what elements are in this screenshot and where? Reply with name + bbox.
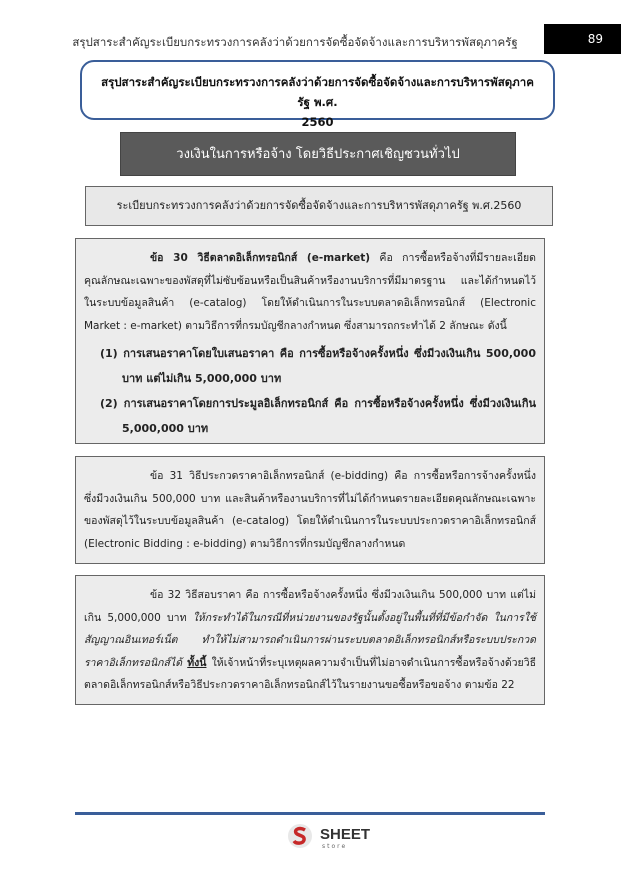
section-32-box [75,575,545,705]
section-32-italic: ให้กระทำได้ในกรณีที่หน่วยงานของรัฐนั้นตั้งอยู่ในพื้นที่ที่มีข้อกำจัด ในการใช้สัญญาณอินเทอร์เน็ต ทำให้ไม่สามารถดำเนินการผ่านระบบตลาดอิเล็กทรอนิกส์หรือระบบประกวดราคาอิเล็กทรอนิกส์ได้ [84,611,536,669]
section-31-box [75,456,545,564]
section-30-item-1: (1) การเสนอราคาโดยใบเสนอราคา คือ การซื้อหรือจ้างครั้งหนึ่ง ซึ่งมีวงเงินเกิน 500,000 บาท แต่ไม่เกิน 5,000,000 บาท [100,347,536,385]
footer-divider [75,812,545,815]
document-title-box [80,60,555,129]
logo-text: SHEET [320,826,371,843]
section-30-paragraph [84,247,536,337]
document-title-line1: สรุปสาระสำคัญระเบียบกระทรวงการคลังว่าด้วยการจัดซื้อจัดจ้างและการบริหารพัสดุภาครัฐ พ.ศ. [101,75,534,109]
section-32-paragraph [84,584,536,697]
section-32-part2: ให้เจ้าหน้าที่ระบุเหตุผลความจำเป็นที่ไม่อาจดำเนินการซื้อหรือจ้างด้วยวิธีตลาดอิเล็กทรอนิกส์หรือวิธีประกวดราคาอิเล็กทรอนิกส์ไว้ในรายงานขอซื้อหรือขอจ้าง ตามข้อ 22 [84,656,536,691]
section-30-item-2: (2) การเสนอราคาโดยการประมูลอิเล็กทรอนิกส์ คือ การซื้อหรือจ้างครั้งหนึ่ง ซึ่งมีวงเงินเกิน 5,000,000 บาท [100,397,536,435]
section-32-emphasis: ทั้งนี้ [187,656,207,669]
running-header: สรุปสาระสำคัญระเบียบกระทรวงการคลังว่าด้วยการจัดซื้อจัดจ้างและการบริหารพัสดุภาครัฐ [72,35,518,49]
logo-subtext: store [322,843,348,850]
document-title-line2: 2560 [301,115,334,129]
page-number: 89 [587,32,603,46]
section-30-heading: ข้อ 30 วิธีตลาดอิเล็กทรอนิกส์ (e-market) [150,252,371,264]
regulation-box: ระเบียบกระทรวงการคลังว่าด้วยการจัดซื้อจัดจ้างและการบริหารพัสดุภาครัฐ พ.ศ.2560 [85,186,553,226]
sheet-store-logo-icon [286,822,316,850]
section-32-part1: ข้อ 32 วิธีสอบราคา คือ การซื้อหรือจ้างครั้งหนึ่ง ซึ่งมีวงเงินเกิน 500,000 บาท แต่ไม่เกิน 5,000,000 บาท [84,589,536,624]
section-31-paragraph: ข้อ 31 วิธีประกวดราคาอิเล็กทรอนิกส์ (e-bidding) คือ การซื้อหรือการจ้างครั้งหนึ่ง ซึ่งมีวงเงินเกิน 500,000 บาท และสินค้าหรืองานบริการที่ไม่ได้กำหนดรายละเอียดคุณลักษณะเฉพาะของพัสดุไว้ในระบบข้อมูลสินค้า (e-catalog) โดยให้ดำเนินการในระบบประกวดราคาอิเล็กทรอนิกส์ (Electronic Bidding : e-bidding) ตามวิธีการที่กรมบัญชีกลางกำหนด [84,470,536,550]
page-number-box [544,24,621,54]
section-30-box [75,238,545,444]
section-30-body: คือ การซื้อหรือจ้างที่มีรายละเอียดคุณลักษณะเฉพาะของพัสดุที่ไม่ซับซ้อนหรือเป็นสินค้าหรืองานบริการที่มีมาตรฐาน และได้กำหนดไว้ในระบบข้อมูลสินค้า (e-catalog) โดยให้ดำเนินการในระบบตลาดอิเล็กทรอนิกส์ (Electronic Market : e-market) ตามวิธีการที่กรมบัญชีกลางกำหนด ซึ่งสามารถกระทำได้ 2 ลักษณะ ดังนี้ [84,252,536,332]
section-banner: วงเงินในการหรือจ้าง โดยวิธีประกาศเชิญชวนทั่วไป [120,132,516,176]
